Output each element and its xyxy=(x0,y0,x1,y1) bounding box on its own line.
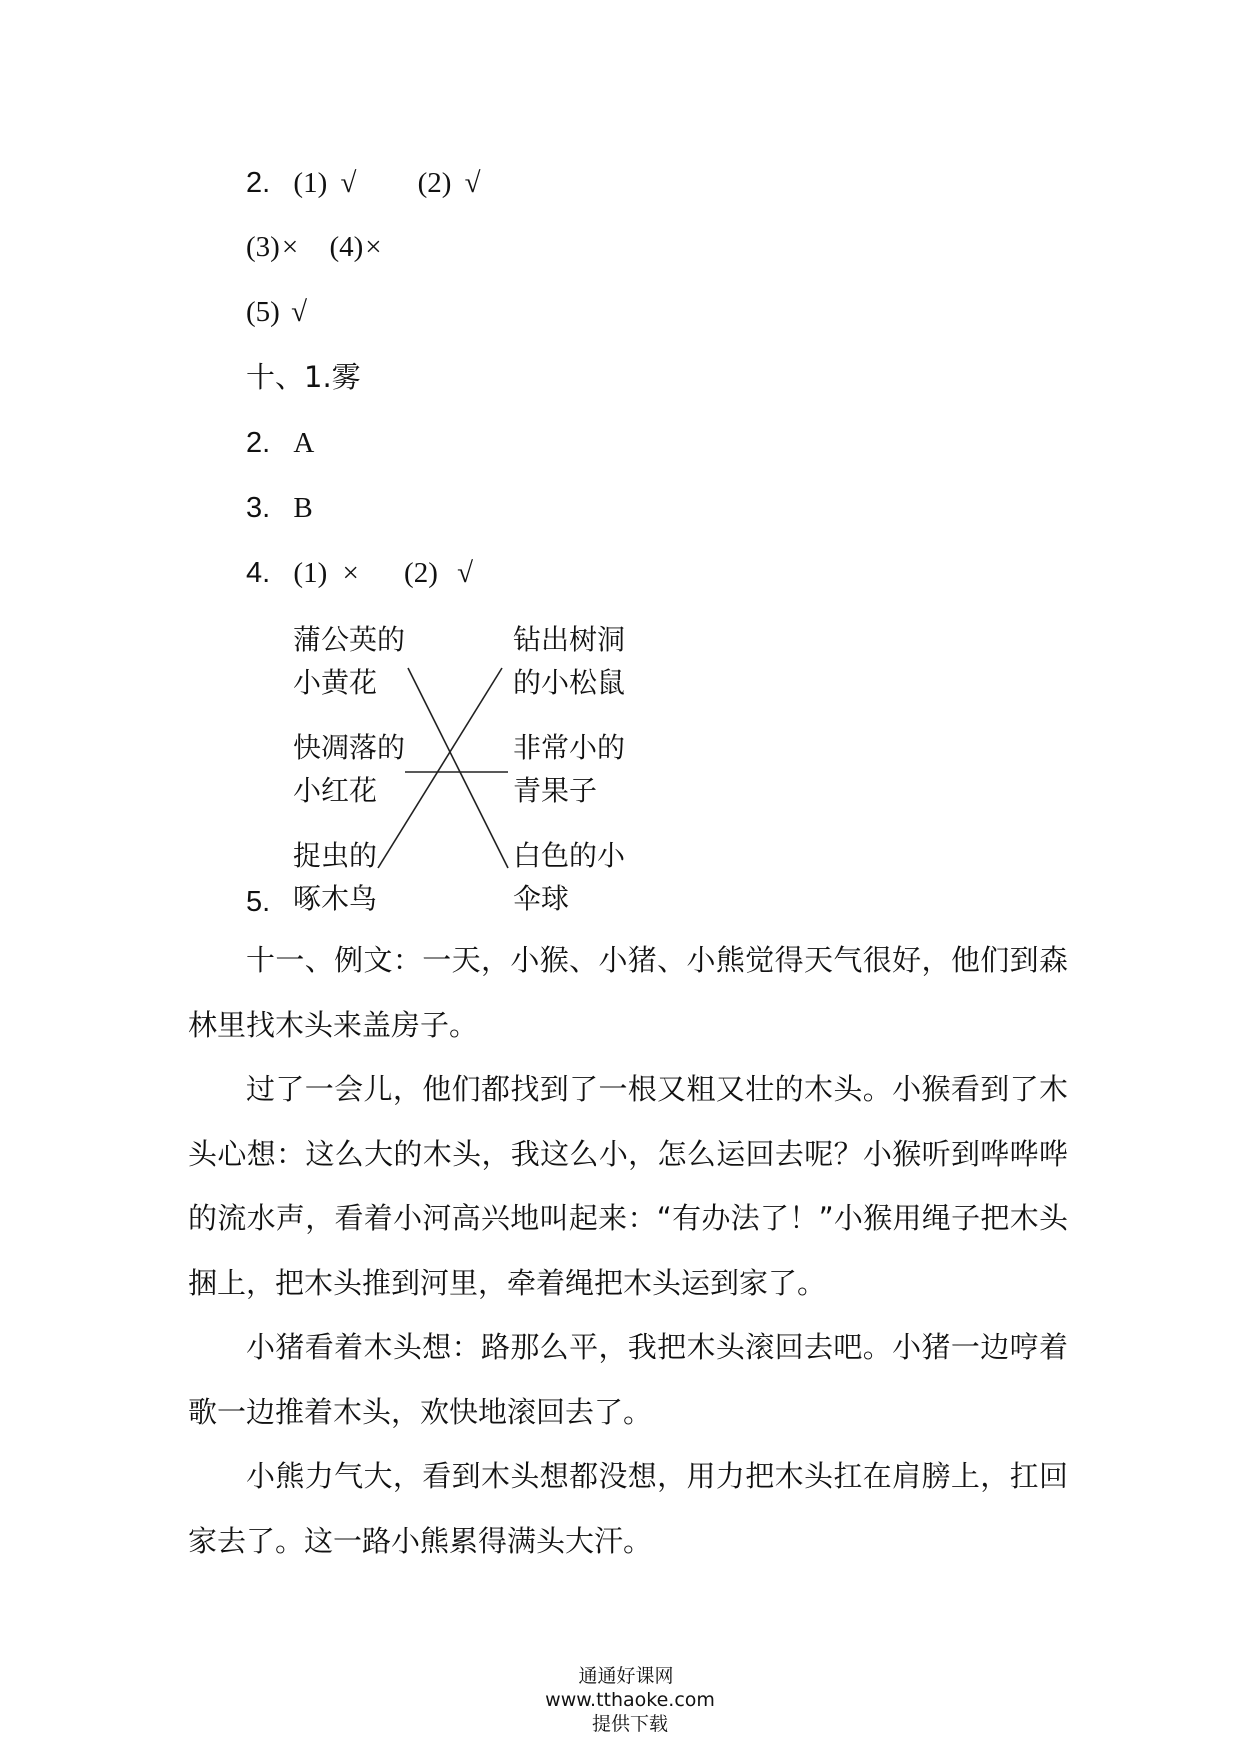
match-left-2-line2: 小红花 xyxy=(293,774,378,807)
match-right-3-line2: 伞球 xyxy=(513,882,570,915)
match-right-1-line2: 的小松鼠 xyxy=(513,666,626,699)
footer-url[interactable]: www.tthaoke.com xyxy=(545,1689,715,1711)
check-mark: √ xyxy=(291,296,307,328)
check-mark: √ xyxy=(464,167,481,199)
sub-item: (1) xyxy=(293,167,328,199)
cross-mark: × xyxy=(342,557,359,589)
match-left-1-line1: 蒲公英的 xyxy=(293,623,406,656)
match-left-3-line1: 捉虫的 xyxy=(293,839,378,872)
match-left-2-line1: 快凋落的 xyxy=(293,731,406,764)
match-right-3-line1: 白色的小 xyxy=(513,839,626,872)
sub-item: (2) xyxy=(417,167,452,199)
match-right-2-line2: 青果子 xyxy=(513,774,598,807)
item-number-5: 5. xyxy=(246,886,271,918)
section-heading: 十、1.雾 xyxy=(246,360,361,394)
item-number: 2. xyxy=(246,167,271,199)
match-line-1 xyxy=(408,668,508,868)
cross-mark: × xyxy=(281,231,299,263)
answer-value: B xyxy=(293,492,313,524)
footer-site-name: 通通好课网 xyxy=(578,1665,674,1687)
match-left-1-line2: 小黄花 xyxy=(293,666,378,699)
essay-paragraph-4: 小熊力气大，看到木头想都没想，用力把木头扛在肩膀上，扛回家去了。这一路小熊累得满头大汗。 xyxy=(188,1459,1068,1558)
check-mark: √ xyxy=(457,557,473,589)
sub-item: (3) xyxy=(246,231,280,263)
match-right-1-line1: 钻出树洞 xyxy=(513,623,626,656)
footer-note: 提供下载 xyxy=(592,1713,669,1735)
match-right-2-line1: 非常小的 xyxy=(513,731,626,764)
item-number: 2. xyxy=(246,427,271,459)
match-line-3 xyxy=(378,668,502,868)
sub-item: (2) xyxy=(404,557,438,589)
essay-paragraph-1: 十一、例文：一天，小猴、小猪、小熊觉得天气很好，他们到森林里找木头来盖房子。 xyxy=(188,943,1068,1042)
page-footer xyxy=(0,1640,1240,1736)
check-mark: √ xyxy=(340,167,357,199)
sub-item: (1) xyxy=(293,557,328,589)
item-number: 4. xyxy=(246,557,271,589)
sub-item: (4) xyxy=(329,231,364,263)
match-left-3-line2: 啄木鸟 xyxy=(293,882,378,915)
sub-item: (5) xyxy=(246,296,280,328)
essay-paragraph-3: 小猪看着木头想：路那么平，我把木头滚回去吧。小猪一边哼着歌一边推着木头，欢快地滚回去了。 xyxy=(188,1330,1068,1429)
essay-paragraph-2: 过了一会儿，他们都找到了一根又粗又壮的木头。小猴看到了木头心想：这么大的木头，我这么小，怎么运回去呢？小猴听到哗哗哗的流水声，看着小河高兴地叫起来：“有办法了！”小猴用绳子把木头捆上，把木头推到河里，牵着绳把木头运到家了。 xyxy=(188,1072,1068,1300)
item-number: 3. xyxy=(246,492,271,524)
answer-value: A xyxy=(293,427,315,459)
cross-mark: × xyxy=(365,231,382,263)
